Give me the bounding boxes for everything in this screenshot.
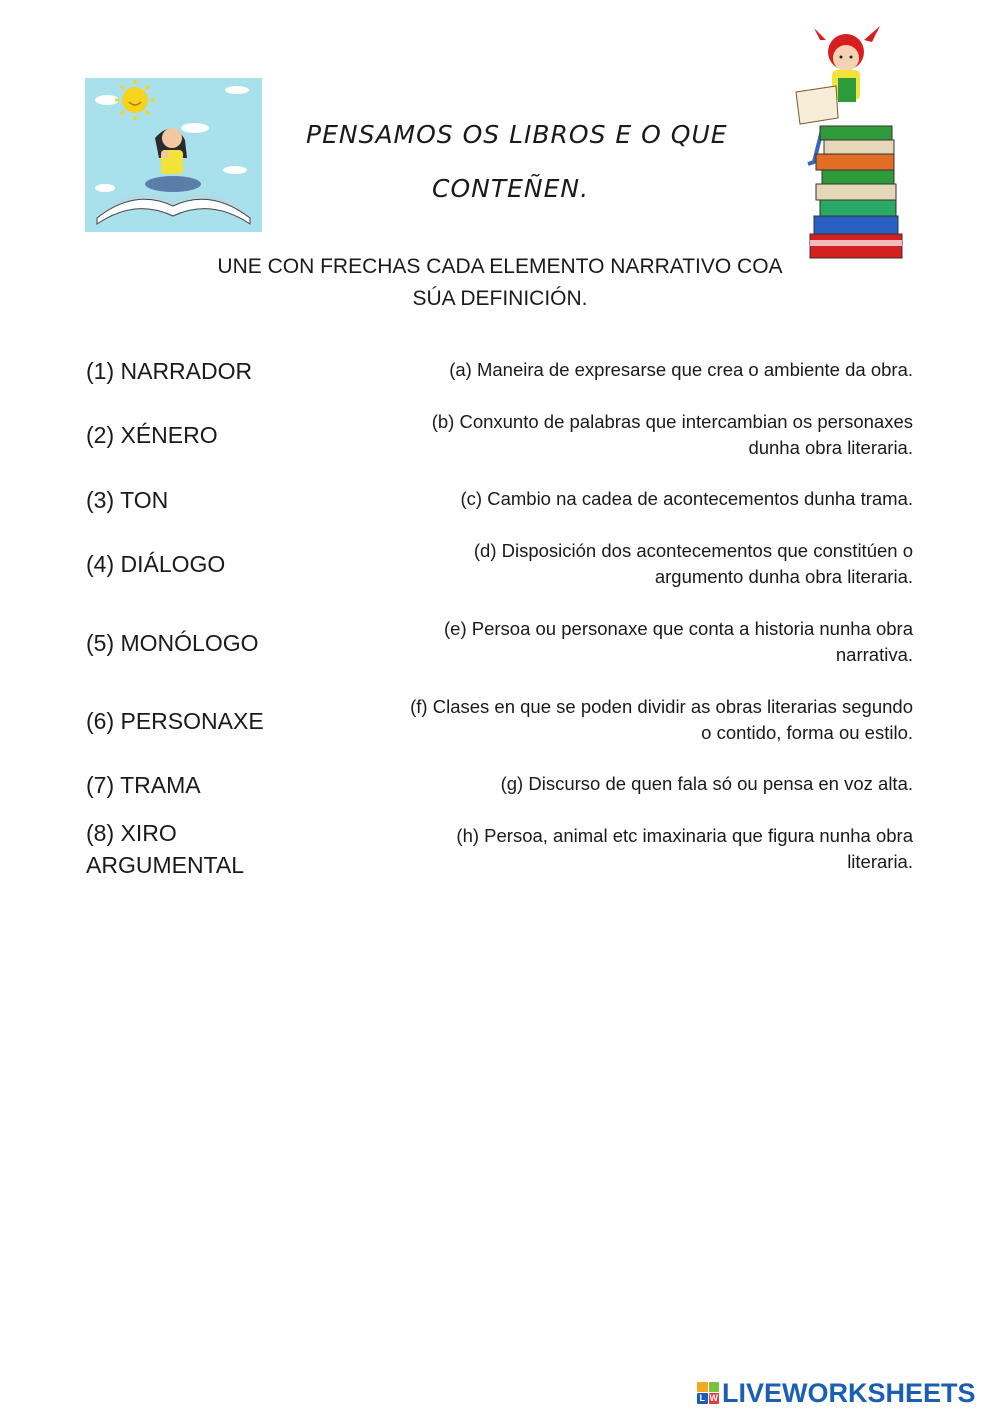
term-2[interactable]: (2) XÉNERO [86,422,218,448]
definition-f-line1: (f) Clases en que se poden dividir as obras literarias segundo [410,696,913,717]
girl-on-book-illustration [85,78,262,232]
definition-c[interactable] [333,486,913,512]
term-6[interactable]: (6) PERSONAXE [86,708,264,734]
term-7[interactable]: (7) TRAMA [86,772,201,798]
definition-a[interactable] [333,357,913,383]
term-3[interactable]: (3) TON [86,487,169,513]
definition-f-line2: o contido, forma ou estilo. [701,722,913,743]
definition-d[interactable] [333,538,913,590]
worksheet-title-line1: PENSAMOS OS LIBROS E O QUE [306,120,728,149]
definition-b-line2: dunha obra literaria. [748,437,913,458]
term-8[interactable] [86,817,244,881]
worksheet-title-line2: CONTEÑEN. [432,174,590,203]
logo-letter-l: L [697,1393,708,1404]
term-1[interactable]: (1) NARRADOR [86,358,253,384]
term-8-line2: ARGUMENTAL [86,852,245,878]
liveworksheets-text: LIVEWORKSHEETS [722,1377,976,1408]
term-4[interactable]: (4) DIÁLOGO [86,551,226,577]
definition-b[interactable] [333,409,913,461]
definition-e-line1: (e) Persoa ou personaxe que conta a historia nunha obra [444,618,913,639]
definition-d-line1: (d) Disposición dos acontecementos que constitúen o [473,540,913,561]
definition-g-line1: (g) Discurso de quen fala só ou pensa en voz alta. [500,773,913,794]
instructions-line1: UNE CON FRECHAS CADA ELEMENTO NARRATIVO COA [217,255,783,278]
books-stack-illustration [786,22,906,266]
definition-h[interactable] [333,823,913,875]
logo-letter-w: W [709,1393,718,1403]
term-5[interactable]: (5) MONÓLOGO [86,630,259,656]
term-8-line1: (8) XIRO [86,820,177,846]
definition-f[interactable] [333,694,913,746]
definition-h-line1: (h) Persoa, animal etc imaxinaria que figura nunha obra [456,825,913,846]
definition-c-line1: (c) Cambio na cadea de acontecementos dunha trama. [460,488,913,509]
definition-a-line1: (a) Maneira de expresarse que crea o ambiente da obra. [449,359,913,380]
definition-h-line2: literaria. [847,851,913,872]
liveworksheets-icon [697,1382,719,1404]
definition-e-line2: narrativa. [835,644,913,665]
instructions-line2: SÚA DEFINICIÓN. [412,287,588,310]
liveworksheets-logo[interactable] [697,1378,976,1408]
definition-b-line1: (b) Conxunto de palabras que intercambian os personaxes [431,411,913,432]
definition-d-line2: argumento dunha obra literaria. [654,566,913,587]
definition-e[interactable] [333,616,913,668]
definition-g[interactable] [333,771,913,797]
